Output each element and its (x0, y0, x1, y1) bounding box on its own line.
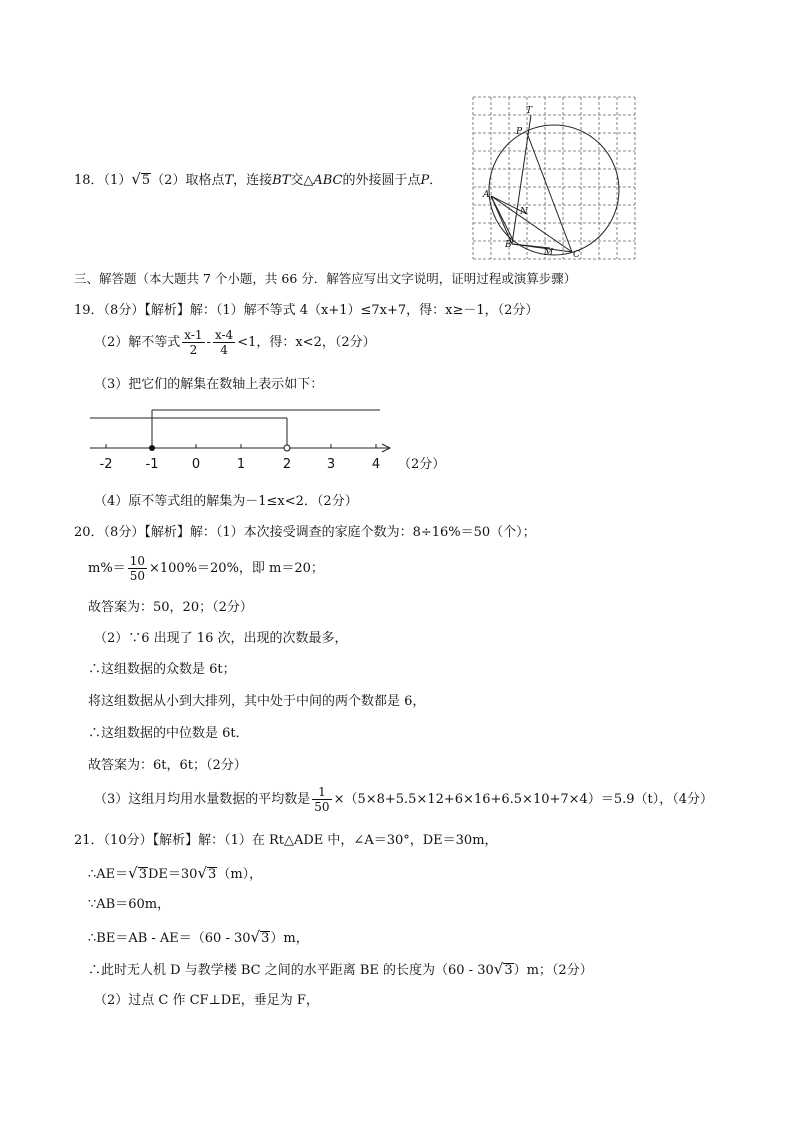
sqrt-3: √3 (493, 960, 513, 978)
q20-line9: （3）这组月均用水量数据的平均数是 $\frac{1}{50}$ ×（5×8+5.5×12+6×16+6.5×10+7×4）＝5.9（t），（4分） (94, 785, 713, 814)
q20-line2: m%＝ $\frac{10}{50}$ ×100%＝20%，即 m＝20； (88, 554, 324, 583)
tick-label: 4 (371, 457, 381, 472)
fraction-x-4-over-4: $\frac{x-4}{4}$ (214, 328, 234, 357)
closed-dot-minus1 (149, 445, 155, 451)
tick-label: -2 (99, 457, 113, 472)
open-dot-2 (284, 445, 290, 451)
q18-number: 18． (74, 173, 104, 188)
q20-line4: （2）∵6 出现了 16 次，出现的次数最多， (94, 631, 348, 646)
sqrt-5: √5 (131, 170, 151, 188)
tick-label: -1 (145, 457, 159, 472)
segment-ab-grid (491, 196, 514, 242)
q19-line3: （3）把它们的解集在数轴上表示如下： (94, 377, 324, 392)
fraction-1-over-50: $\frac{1}{50}$ (314, 785, 330, 814)
label-A: A (483, 190, 490, 200)
q19-numberline-score: （2分） (398, 457, 446, 472)
q20-line8: 故答案为：6t，6t；（2分） (88, 758, 247, 773)
q20-line1: 20．（8分）【解析】解：（1）本次接受调查的家庭个数为：8÷16%＝50（个）； (74, 525, 536, 540)
tick-label: 2 (282, 457, 292, 472)
label-M: M (544, 248, 554, 258)
label-T: T (526, 106, 533, 116)
number-line-figure (86, 402, 396, 474)
q21-line3: ∵AB＝60m， (88, 897, 171, 912)
q21-line2: ∴AE＝√3DE＝30√3（m）， (88, 864, 263, 882)
q20-line7: ∴这组数据的中位数是 6t． (88, 726, 249, 741)
q20-line3: 故答案为：50，20；（2分） (88, 600, 253, 615)
tick-label: 0 (191, 457, 201, 472)
q18-grid-figure (472, 96, 638, 260)
q20-line6: 将这组数据从小到大排列，其中处于中间的两个数都是 6， (88, 694, 426, 709)
section-3-heading: 三、解答题（本大题共 7 个小题，共 66 分．解答应写出文字说明，证明过程或演算步骤） (74, 271, 577, 286)
sqrt-3: √3 (128, 864, 147, 882)
tick-label: 1 (236, 457, 246, 472)
fraction-10-over-50: $\frac{10}{50}$ (129, 554, 145, 583)
label-P: P (516, 127, 523, 137)
q21-line4: ∴BE＝AB - AE＝（60 - 30√3）m， (88, 928, 309, 946)
label-C: C (573, 250, 580, 260)
fraction-x-1-over-2: $\frac{x-1}{2}$ (184, 328, 203, 357)
grid (473, 97, 635, 259)
sqrt-3: √3 (197, 864, 217, 882)
q18-line: 18．（1）√5（2）取格点T，连接BT交△ABC的外接圆于点P． (74, 170, 443, 188)
sqrt-3: √3 (250, 928, 270, 946)
q21-line5: ∴此时无人机 D 与教学楼 BC 之间的水平距离 BE 的长度为（60 - 30√3）m；（2分） (88, 960, 593, 978)
q18-part1: （1） (103, 173, 132, 188)
q21-line1: 21．（10分）【解析】解：（1）在 Rt△ADE 中，∠A＝30°，DE＝30m， (74, 833, 498, 848)
q19-line4: （4）原不等式组的解集为－1≤x<2．（2分） (94, 494, 358, 509)
label-B: B (505, 240, 512, 250)
q19-line1: 19．（8分）【解析】解：（1）解不等式 4（x+1）≤7x+7，得：x≥－1，（2分） (74, 303, 539, 318)
q20-line5: ∴这组数据的众数是 6t； (88, 662, 236, 677)
q19-line2: （2）解不等式 $\frac{x-1}{2}$ - $\frac{x-4}{4}$ <1，得：x<2，（2分） (94, 328, 376, 357)
tick-label: 3 (326, 457, 336, 472)
label-N: N (520, 207, 528, 217)
q21-line6: （2）过点 C 作 CF⊥DE，垂足为 F， (94, 993, 319, 1008)
